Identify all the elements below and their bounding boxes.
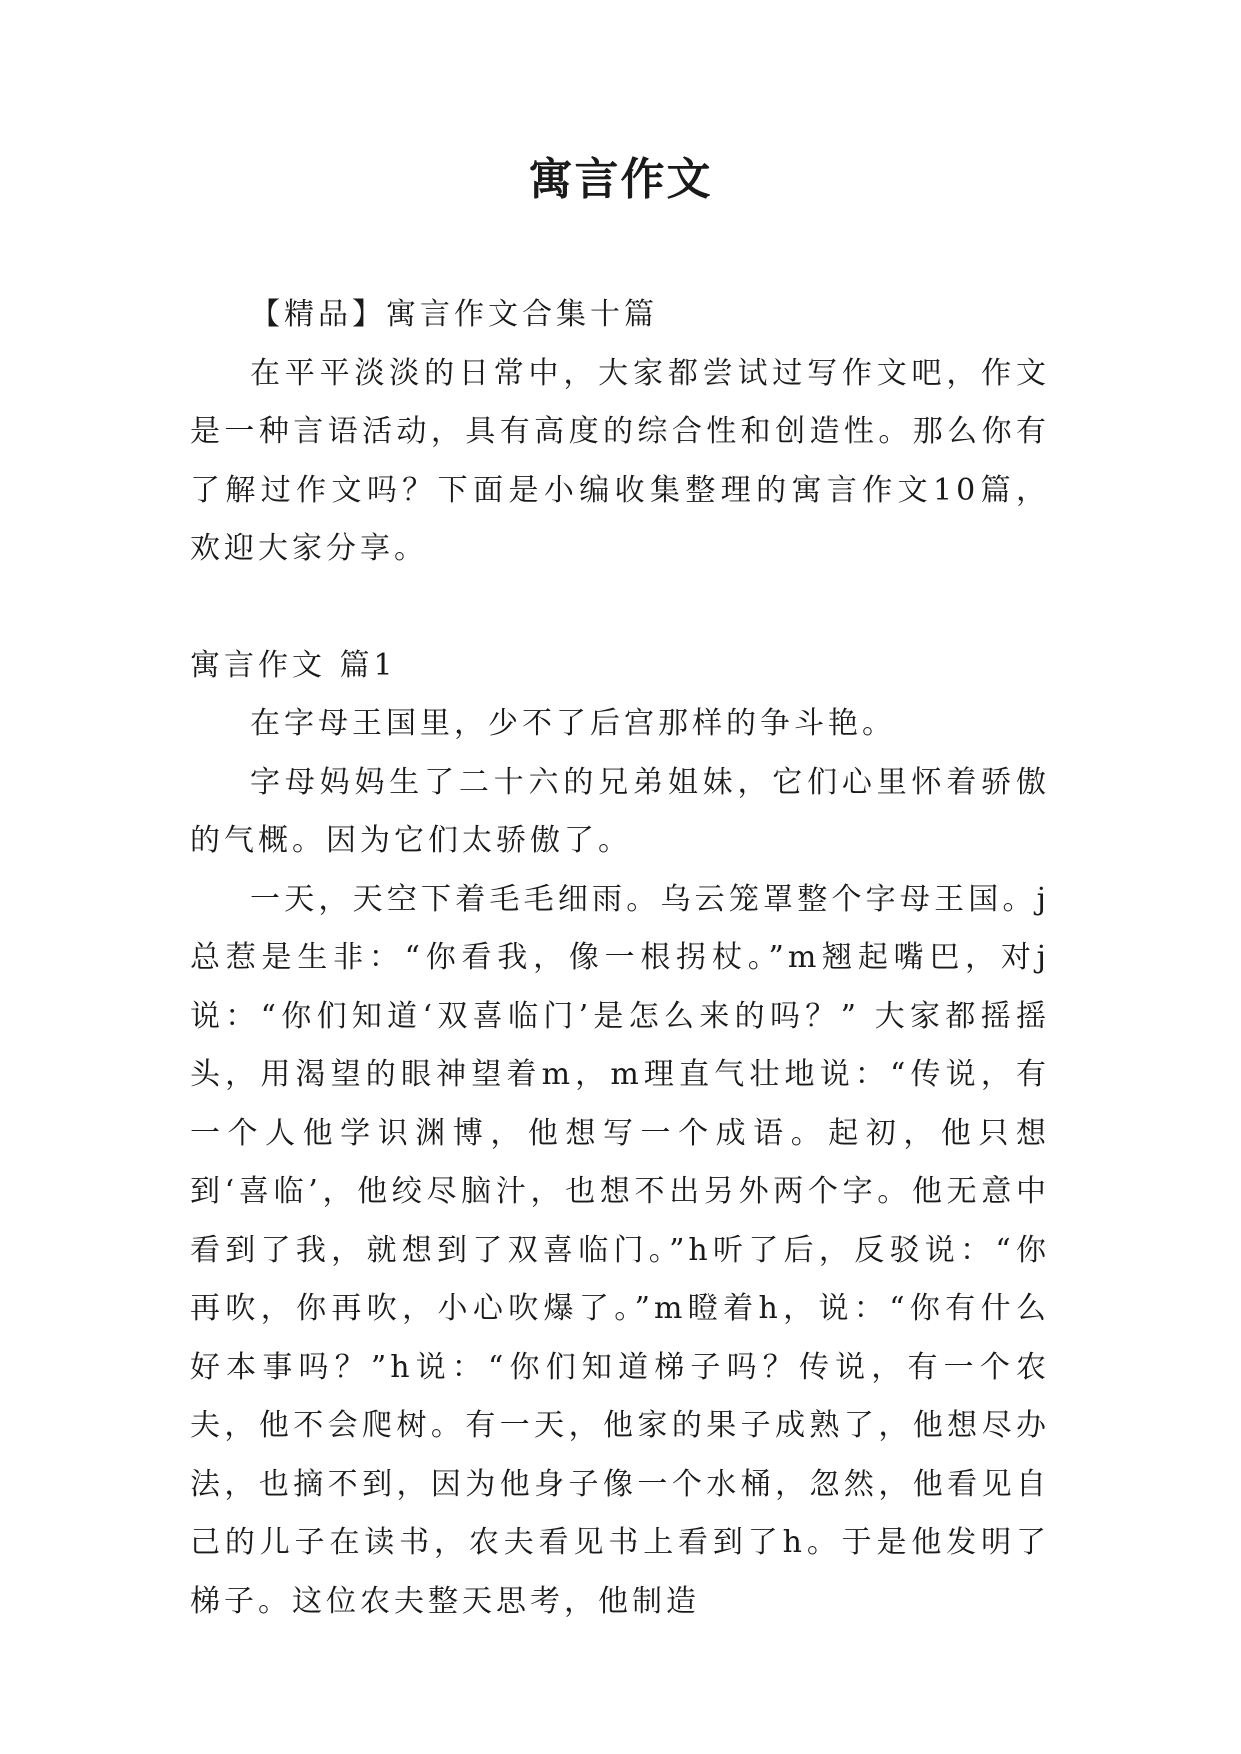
story-paragraph: 一天，天空下着毛毛细雨。乌云笼罩整个字母王国。j总惹是生非：“你看我，像一根拐杖。”m翘起嘴巴，对j说：“你们知道‘双喜临门’是怎么来的吗？” 大家都摇摇头，用渴望的眼神望着m，m理直气壮地说：“传说，有一个人他学识渊博，他想写一个成语。起初，他只想到‘喜临’，他绞尽脑汁，也想不出另外两个字。他无意中看到了我，就想到了双喜临门。”h听了后，反驳说：“你再吹，你再吹，小心吹爆了。”m瞪着h，说：“你有什么好本事吗？”h说：“你们知道梯子吗？传说，有一个农夫，他不会爬树。有一天，他家的果子成熟了，他想尽办法，也摘不到，因为他身子像一个水桶，忽然，他看见自己的儿子在读书，农夫看见书上看到了h。于是他发明了梯子。这位农夫整天思考，他制造 — [190, 881, 1050, 1619]
story-paragraph: 在字母王国里，少不了后宫那样的争斗艳。 — [250, 706, 896, 741]
page-title: 寓言作文 — [528, 154, 713, 205]
story-paragraph: 字母妈妈生了二十六的兄弟姐妹，它们心里怀着骄傲的气概。因为它们太骄傲了。 — [190, 764, 1050, 858]
section-heading: 寓言作文 篇1 — [190, 647, 397, 683]
intro-paragraph: 在平平淡淡的日常中，大家都尝试过写作文吧，作文是一种言语活动，具有高度的综合性和创造性。那么你有了解过作文吗？下面是小编收集整理的寓言作文10篇，欢迎大家分享。 — [190, 355, 1050, 566]
document-body — [190, 286, 1050, 1631]
subtitle-paragraph: 【精品】寓言作文合集十篇 — [250, 297, 658, 332]
